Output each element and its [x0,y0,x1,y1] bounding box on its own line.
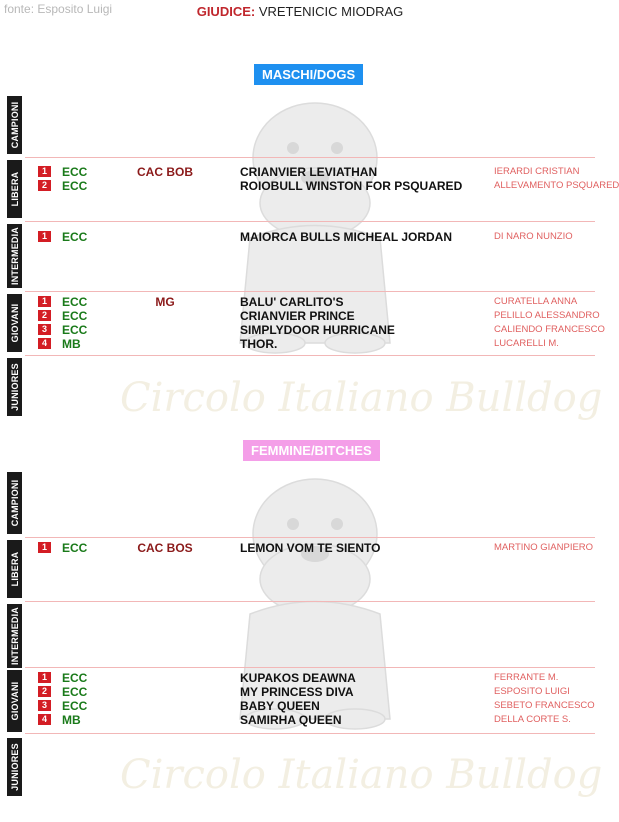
category-label: INTERMEDIA [9,227,20,285]
result-row [0,671,600,685]
rank-badge: 1 [38,231,51,242]
qualification: ECC [62,309,88,323]
result-row [0,309,600,323]
category-label-bar [7,738,22,796]
rank-badge: 1 [38,166,51,177]
owner-name: FERRANTE M. [494,672,559,683]
watermark-text: Circolo Italiano Bulldog [120,752,603,798]
rank-badge: 3 [38,700,51,711]
watermark-text: Circolo Italiano Bulldog [120,375,603,421]
rank-badge: 1 [38,542,51,553]
dog-name: SIMPLYDOOR HURRICANE [240,323,395,337]
dog-name: ROIOBULL WINSTON FOR PSQUARED [240,179,463,193]
category-label-bar [7,604,22,668]
qualification: ECC [62,541,88,555]
qualification: MB [62,337,81,351]
owner-name: CALIENDO FRANCESCO [494,324,605,335]
qualification: ECC [62,685,88,699]
result-row [0,230,600,244]
result-row [0,179,619,193]
rank-badge: 2 [38,180,51,191]
category-divider [25,291,595,292]
category-label: LIBERA [9,171,20,207]
rank-badge: 4 [38,714,51,725]
dog-name: MY PRINCESS DIVA [240,685,354,699]
judge-label: GIUDICE: [196,4,256,19]
rank-badge: 2 [38,310,51,321]
result-row [0,685,600,699]
result-row [0,699,600,713]
qualification: ECC [62,165,88,179]
dog-name: THOR. [240,337,278,351]
result-row [0,323,605,337]
qualification: ECC [62,671,88,685]
bitches-section-banner: FEMMINE/BITCHES [243,440,380,461]
category-label: JUNIORES [9,363,20,411]
judge-line [0,4,600,19]
qualification: ECC [62,295,88,309]
award: MG [155,295,175,309]
award: CAC BOS [137,541,193,555]
category-divider [25,355,595,356]
dog-name: SAMIRHA QUEEN [240,713,342,727]
category-divider [25,733,595,734]
result-row [0,295,600,309]
owner-name: CURATELLA ANNA [494,296,578,307]
dog-name: MAIORCA BULLS MICHEAL JORDAN [240,230,452,244]
rank-badge: 4 [38,338,51,349]
result-row [0,165,600,179]
dog-name: CRIANVIER PRINCE [240,309,355,323]
judge-name: VRETENICIC MIODRAG [258,4,404,19]
owner-name: PELILLO ALESSANDRO [494,310,600,321]
owner-name: DELLA CORTE S. [494,714,571,725]
qualification: ECC [62,230,88,244]
source-credit: fonte: Esposito Luigi [4,2,113,16]
owner-name: ALLEVAMENTO PSQUARED [494,180,619,191]
owner-name: SEBETO FRANCESCO [494,700,595,711]
dog-name: LEMON VOM TE SIENTO [240,541,381,555]
result-row [0,337,600,351]
rank-badge: 1 [38,296,51,307]
award: CAC BOB [137,165,193,179]
category-label: GIOVANI [9,681,20,721]
category-label: CAMPIONI [9,101,20,149]
owner-name: ESPOSITO LUIGI [494,686,570,697]
category-label: JUNIORES [9,743,20,791]
category-label: LIBERA [9,551,20,587]
category-label-bar [7,472,22,534]
owner-name: LUCARELLI M. [494,338,559,349]
category-divider [25,601,595,602]
qualification: ECC [62,323,88,337]
rank-badge: 3 [38,324,51,335]
category-divider [25,157,595,158]
category-label-bar [7,96,22,154]
dog-name: KUPAKOS DEAWNA [240,671,356,685]
qualification: ECC [62,179,88,193]
dogs-section-banner: MASCHI/DOGS [254,64,363,85]
category-label: CAMPIONI [9,479,20,527]
category-label-bar [7,358,22,416]
category-label: INTERMEDIA [9,607,20,665]
qualification: MB [62,713,81,727]
category-divider [25,667,595,668]
rank-badge: 1 [38,672,51,683]
dog-name: BABY QUEEN [240,699,320,713]
qualification: ECC [62,699,88,713]
result-row [0,713,600,727]
result-row [0,541,600,555]
category-divider [25,221,595,222]
dog-name: BALU' CARLITO'S [240,295,344,309]
rank-badge: 2 [38,686,51,697]
dog-name: CRIANVIER LEVIATHAN [240,165,378,179]
owner-name: DI NARO NUNZIO [494,231,573,242]
owner-name: MARTINO GIANPIERO [494,542,594,553]
category-divider [25,537,595,538]
owner-name: IERARDI CRISTIAN [494,166,580,177]
category-label: GIOVANI [9,303,20,343]
